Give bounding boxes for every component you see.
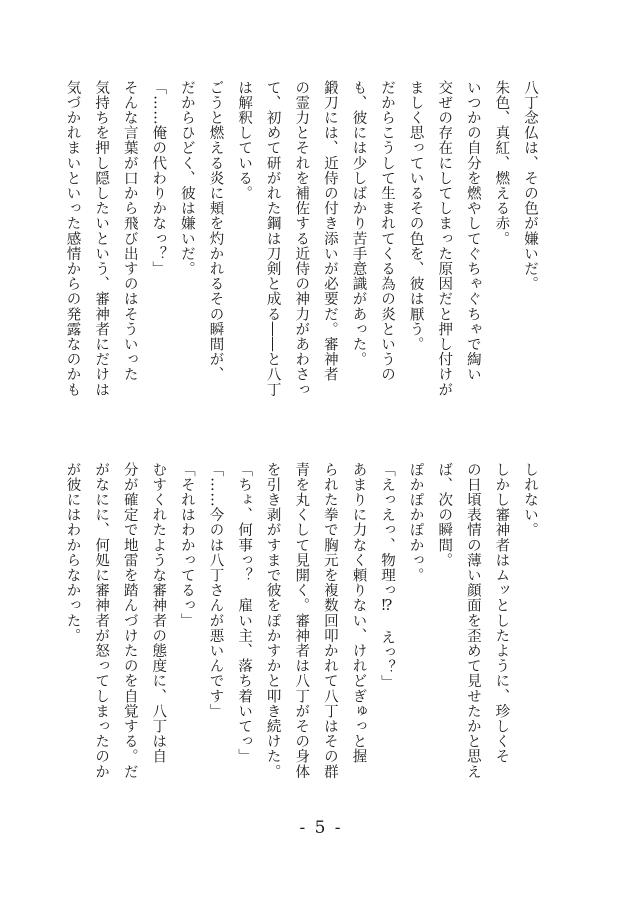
text-line: も、彼には少しばかり苦手意識があった。 [350,80,367,367]
text-line: ぽかぽかぽかっ。 [407,462,424,583]
text-line: の霊力とそれを補佐する近侍の神力があわさっ [293,80,310,398]
text-line: ましく思っているその色を、彼は厭う。 [407,80,424,352]
text-line: 気持ちを押し隠したいという、審神者にだけは [93,80,110,398]
text-line: 八丁念仏は、その色が嫌いだ。 [522,80,538,292]
text-line: 鍛刀には、近侍の付き添いが必要だ。審神者 [321,80,338,382]
text-block-upper [58,80,544,432]
text-line: ば、次の瞬間。 [436,462,453,568]
text-line: 分が確定で地雷を踏んづけたのを自覚する。だ [121,462,138,780]
text-line: 「ちょ、何事っ？ 雇い主、落ち着いてっ」 [236,462,253,764]
text-line: を引き剥がすまで彼をぽかすかと叩き続けた。 [264,462,281,780]
text-line: 「……俺の代わりかなっ？」 [150,80,167,277]
page-number: - 5 - [299,818,343,838]
text-line: だからこうして生まれてくる為の炎というの [379,80,396,382]
text-block-lower [58,462,544,822]
text-line: は解釈している。 [236,80,253,201]
text-line: 青を丸くして見開く。審神者は八丁がその身体 [293,462,310,780]
text-line: そんな言葉が口から飛び出すのはそういった [121,80,138,382]
text-line: 「えっえっ、物理っ⁉ えっ？」 [379,462,396,690]
text-line: られた拳で胸元を複数回叩かれて八丁はその群 [321,462,338,780]
text-line: だからひどく、彼は嫌いだ。 [178,80,195,277]
text-line: いつかの自分を燃やしてぐちゃぐちゃで綯い [464,80,481,382]
text-line: 「それはわかってるっ」 [178,462,195,629]
text-line: ごうと燃える炎に頬を灼かれるその瞬間が、 [207,80,224,382]
text-line: しれない。 [522,462,538,538]
text-line: あまりに力なく頼りない、けれどぎゅっと握 [350,462,367,764]
text-line: むすくれたような審神者の態度に、八丁は自 [150,462,167,764]
text-line: 気づかれまいといった感情からの発露なのかも [64,80,81,398]
text-line: て、初めて研がれた鋼は刀剣と成る――と八丁 [264,80,281,398]
text-line: 交ぜの存在にしてしまった原因だと押し付けが [436,80,453,398]
text-line: 「……今のは八丁さんが悪いんです」 [207,462,224,719]
text-line: 朱色、真紅、燃える赤。 [493,80,510,247]
text-line: がなにに、何処に審神者が怒ってしまったのか [93,462,110,780]
text-line: が彼にはわからなかった。 [64,462,81,644]
text-line: しかし審神者はムッとしたように、珍しくそ [493,462,510,764]
text-line: の日頃表情の薄い顔面を歪めて見せたかと思え [464,462,481,780]
